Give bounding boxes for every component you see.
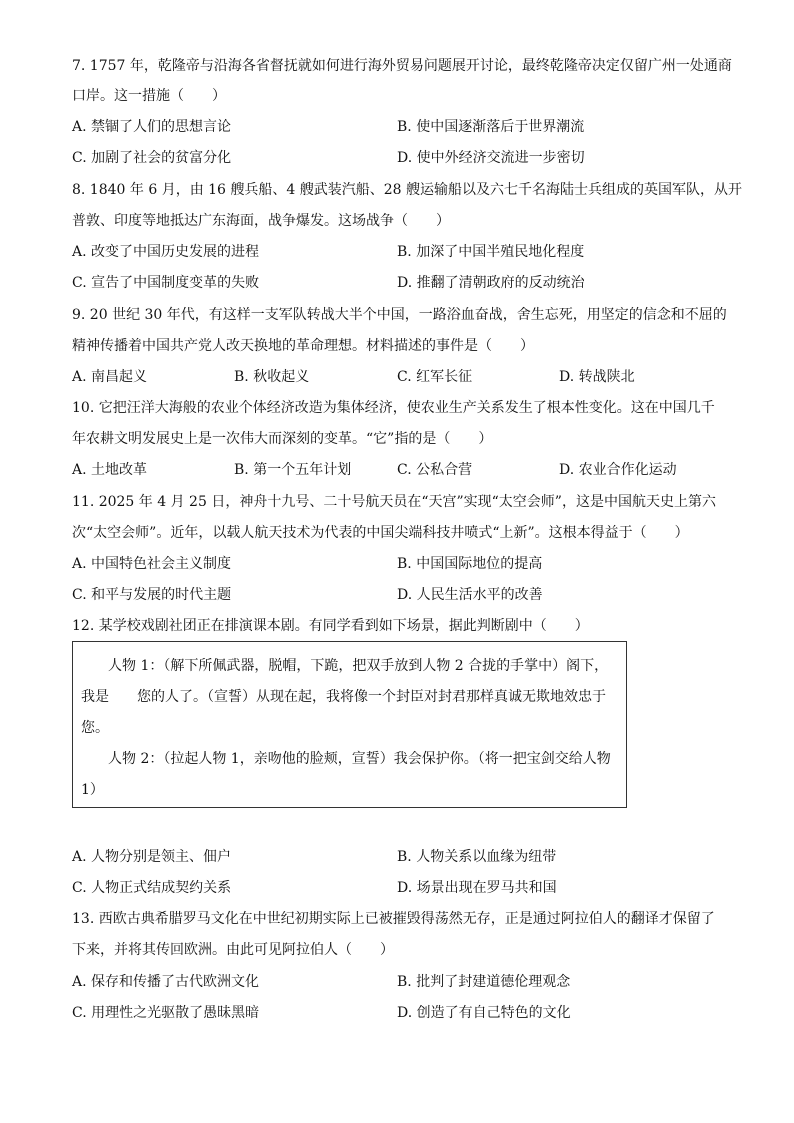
q12-option-a: A. 人物分别是领主、佃户 <box>72 849 232 865</box>
q9-option-a: A. 南昌起义 <box>72 369 148 385</box>
q10-option-c: C. 公私合营 <box>397 462 473 478</box>
q11-option-d: D. 人民生活水平的改善 <box>397 587 543 603</box>
q9-stem-line-2: 精神传播着中国共产党人改天换地的革命理想。材料描述的事件是（ ） <box>72 338 534 354</box>
q8-option-a: A. 改变了中国历史发展的进程 <box>72 244 260 260</box>
q13-stem-line-2: 下来，并将其传回欧洲。由此可见阿拉伯人（ ） <box>72 942 394 958</box>
q11-stem-line-1: 11. 2025 年 4 月 25 日，神舟十九号、二十号航天员在“天宫”实现“太空会师”，这是中国航天史上第六 <box>72 494 716 510</box>
q10-option-b: B. 第一个五年计划 <box>234 462 352 478</box>
q7-stem-line-2: 口岸。这一措施（ ） <box>72 88 226 104</box>
q12-material-box <box>72 641 627 808</box>
q8-option-b: B. 加深了中国半殖民地化程度 <box>397 244 585 260</box>
q7-option-d: D. 使中外经济交流进一步密切 <box>397 150 585 166</box>
q7-option-b: B. 使中国逐渐落后于世界潮流 <box>397 119 585 135</box>
q9-option-d: D. 转战陕北 <box>559 369 635 385</box>
q12-material-line-3: 您。 <box>81 720 109 736</box>
q7-option-c: C. 加剧了社会的贫富分化 <box>72 150 232 166</box>
q9-option-b: B. 秋收起义 <box>234 369 310 385</box>
q10-option-d: D. 农业合作化运动 <box>559 462 677 478</box>
q12-option-b: B. 人物关系以血缘为纽带 <box>397 849 557 865</box>
q12-material-line-1: 人物 1：（解下所佩武器，脱帽，下跪，把双手放到人物 2 合拢的手掌中）阁下， <box>108 658 609 674</box>
q10-option-a: A. 土地改革 <box>72 462 148 478</box>
q12-option-d: D. 场景出现在罗马共和国 <box>397 880 557 896</box>
q13-option-c: C. 用理性之光驱散了愚昧黑暗 <box>72 1005 260 1021</box>
q8-option-d: D. 推翻了清朝政府的反动统治 <box>397 275 585 291</box>
q9-stem-line-1: 9. 20 世纪 30 年代，有这样一支军队转战大半个中国，一路浴血奋战，舍生忘死，用坚定的信念和不屈的 <box>72 307 727 323</box>
q11-option-b: B. 中国国际地位的提高 <box>397 556 543 572</box>
q9-option-c: C. 红军长征 <box>397 369 473 385</box>
q13-option-d: D. 创造了有自己特色的文化 <box>397 1005 571 1021</box>
q12-stem-line-1: 12. 某学校戏剧社团正在排演课本剧。有同学看到如下场景，据此判断剧中（ ） <box>72 618 589 634</box>
q11-stem-line-2: 次“太空会师”。近年，以载人航天技术为代表的中国尖端科技井喷式“上新”。这根本得益于（ ） <box>72 525 689 541</box>
q11-option-c: C. 和平与发展的时代主题 <box>72 587 232 603</box>
q10-stem-line-2: 年农耕文明发展史上是一次伟大而深刻的变革。“它”指的是（ ） <box>72 431 493 447</box>
q13-option-a: A. 保存和传播了古代欧洲文化 <box>72 974 260 990</box>
q11-option-a: A. 中国特色社会主义制度 <box>72 556 232 572</box>
q8-option-c: C. 宣告了中国制度变革的失败 <box>72 275 260 291</box>
q12-material-line-2: 我是 您的人了。（宣誓）从现在起，我将像一个封臣对封君那样真诚无欺地效忠于 <box>81 689 606 705</box>
q10-stem-line-1: 10. 它把汪洋大海般的农业个体经济改造为集体经济，使农业生产关系发生了根本性变化。这在中国几千 <box>72 400 715 416</box>
q13-option-b: B. 批判了封建道德伦理观念 <box>397 974 571 990</box>
q13-stem-line-1: 13. 西欧古典希腊罗马文化在中世纪初期实际上已被摧毁得荡然无存，正是通过阿拉伯人的翻译才保留了 <box>72 911 715 927</box>
q8-stem-line-2: 普敦、印度等地抵达广东海面，战争爆发。这场战争（ ） <box>72 213 450 229</box>
q12-material-line-4: 人物 2：（拉起人物 1，亲吻他的脸颊，宣誓）我会保护你。（将一把宝剑交给人物 <box>108 751 611 767</box>
q7-option-a: A. 禁锢了人们的思想言论 <box>72 119 232 135</box>
q7-stem-line-1: 7. 1757 年，乾隆帝与沿海各省督抚就如何进行海外贸易问题展开讨论，最终乾隆帝决定仅留广州一处通商 <box>72 58 732 74</box>
q12-option-c: C. 人物正式结成契约关系 <box>72 880 232 896</box>
q8-stem-line-1: 8. 1840 年 6 月，由 16 艘兵船、4 艘武装汽船、28 艘运输船以及六七千名海陆士兵组成的英国军队，从开 <box>72 182 743 198</box>
q12-material-line-5: 1） <box>81 782 104 798</box>
